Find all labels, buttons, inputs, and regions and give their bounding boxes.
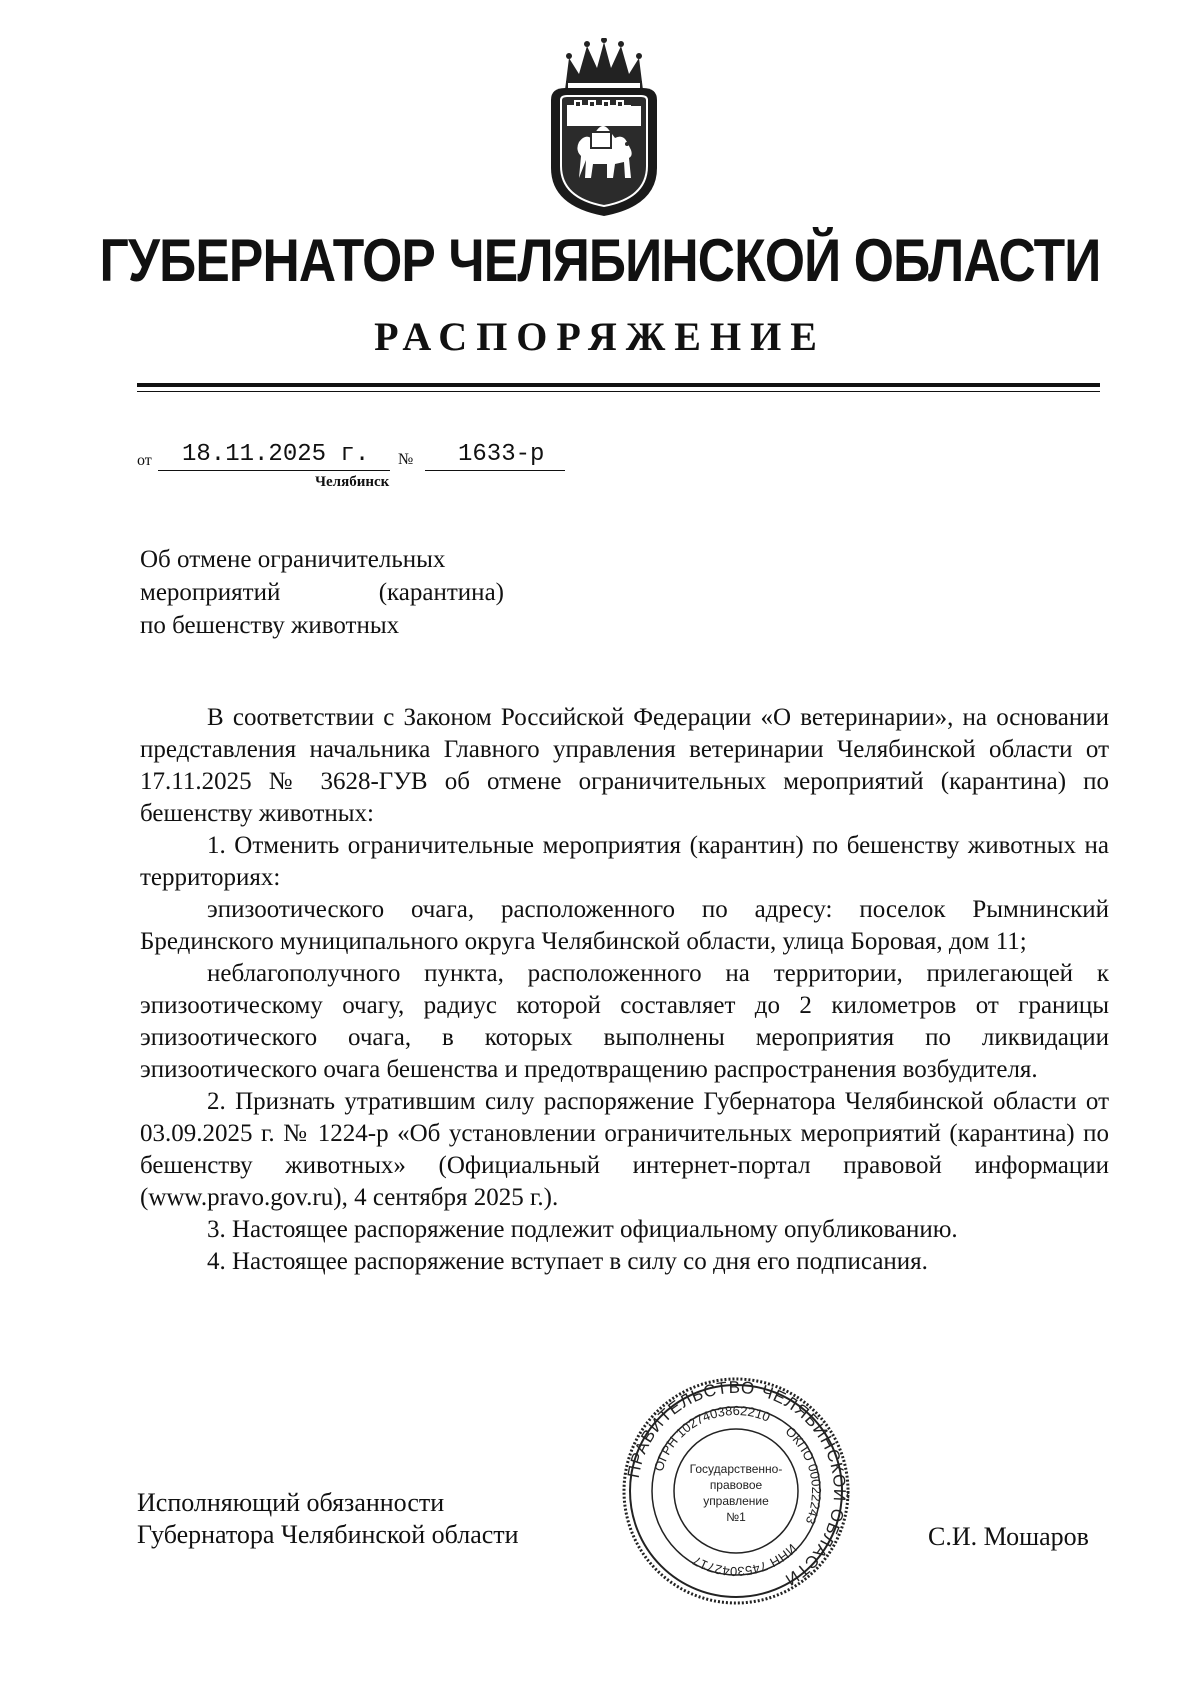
document-number: 1633-р	[458, 441, 545, 468]
issue-city: Челябинск	[315, 474, 390, 490]
document-date: 18.11.2025 г.	[182, 441, 370, 468]
stamp-center-line-3: управление	[703, 1494, 769, 1508]
chelyabinsk-coat-of-arms-icon	[545, 38, 663, 218]
stamp-center-line-1: Государственно-	[689, 1462, 783, 1476]
number-underline	[425, 470, 565, 471]
header-divider-thin	[137, 391, 1100, 392]
item-3-paragraph: 3. Настоящее распоряжение подлежит официальному опубликованию.	[207, 1216, 958, 1243]
item-4-paragraph: 4. Настоящее распоряжение вступает в силу со дня его подписания.	[207, 1248, 928, 1275]
document-body	[140, 702, 1109, 1278]
header-divider-thick	[137, 383, 1100, 387]
preamble-paragraph: В соответствии с Законом Российской Федерации «О ветеринарии», на основании представления начальника Главного управления ветеринарии Челябинской области от 17.11.2025 № 3628-ГУВ об отмене ограничительных мероприятий (карантина) по бешенству животных:	[140, 704, 1109, 827]
stamp-inn: ИНН 7453042717	[690, 1540, 800, 1580]
subject-line-2-right: (карантина)	[378, 579, 504, 606]
subject-line-1: Об отмене ограничительных	[140, 546, 446, 573]
signatory-position	[137, 1487, 519, 1551]
subject-line-2-left: мероприятий	[140, 579, 281, 606]
stamp-outer-text: ПРАВИТЕЛЬСТВО ЧЕЛЯБИНСКОЙ ОБЛАСТИ	[623, 1377, 850, 1590]
stamp-center-line-2: правовое	[709, 1478, 763, 1492]
date-underline	[158, 470, 390, 471]
item-2-paragraph: 2. Признать утратившим силу распоряжение Губернатора Челябинской области от 03.09.2025 г. № 1224-р «Об установлении ограничительных мероприятий (карантина) по бешенству животных» (Официальный интернет-портал правовой информации (www.pravo.gov.ru), 4 сентября 2025 г.).	[140, 1088, 1109, 1211]
subject-line-2	[140, 576, 504, 609]
organization-title: ГУБЕРНАТОР ЧЕЛЯБИНСКОЙ ОБЛАСТИ	[99, 227, 1101, 294]
signatory-position-line-2: Губернатора Челябинской области	[137, 1520, 519, 1549]
stamp-okpo: ОКПО 00022243	[782, 1423, 825, 1527]
official-stamp-icon	[620, 1375, 852, 1607]
item-1-a-paragraph: эпизоотического очага, расположенного по адресу: поселок Рымнинский Брединского муниципального округа Челябинской области, улица Боровая, дом 11;	[140, 896, 1109, 955]
item-1-paragraph: 1. Отменить ограничительные мероприятия (карантин) по бешенству животных на территориях:	[140, 832, 1109, 891]
document-type-title: РАСПОРЯЖЕНИЕ	[374, 314, 826, 359]
stamp-ogrn: ОГРН 1027403862210	[650, 1402, 773, 1474]
date-prefix: от	[137, 452, 152, 469]
document-subject	[140, 543, 504, 642]
number-prefix: №	[398, 451, 414, 468]
signatory-position-line-1: Исполняющий обязанности	[137, 1488, 445, 1517]
stamp-center-line-4: №1	[726, 1510, 746, 1524]
item-1-b-paragraph: неблагополучного пункта, расположенного на территории, прилегающей к эпизоотическому очагу, радиус которой составляет до 2 километров от границы эпизоотического очага, в которых выполнены мероприятия по ликвидации эпизоотического очага бешенства и предотвращению распространения возбудителя.	[140, 960, 1109, 1083]
signatory-name: С.И. Мошаров	[928, 1522, 1089, 1551]
subject-line-3: по бешенству животных	[140, 612, 400, 639]
